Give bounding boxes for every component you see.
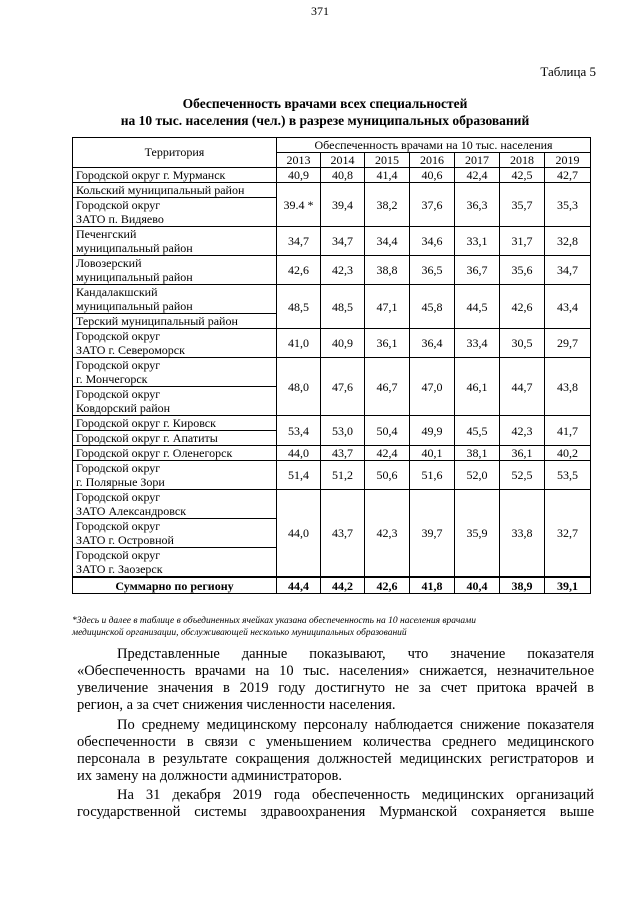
- value-cell: 40,9: [321, 329, 365, 358]
- value-cell: 50,6: [365, 461, 410, 490]
- value-cell: 38,8: [365, 256, 410, 285]
- value-cell: 44,7: [500, 358, 545, 416]
- total-label: Суммарно по региону: [73, 577, 277, 594]
- value-cell: 35,7: [500, 183, 545, 227]
- value-cell: 48,0: [277, 358, 321, 416]
- value-cell: 42,3: [500, 416, 545, 446]
- value-cell: 36,4: [410, 329, 455, 358]
- value-cell: 46,1: [455, 358, 500, 416]
- group-header: Обеспеченность врачами на 10 тыс. населения: [277, 138, 591, 153]
- year-header: 2018: [500, 153, 545, 168]
- value-cell: 38,2: [365, 183, 410, 227]
- value-cell: 38,1: [455, 446, 500, 461]
- territory-cell: Городской округ г. Апатиты: [73, 431, 277, 446]
- territory-cell: Печенгский муниципальный район: [73, 227, 277, 256]
- territory-cell: Городской округ ЗАТО г. Североморск: [73, 329, 277, 358]
- table-row: [73, 285, 591, 314]
- value-cell: 29,7: [545, 329, 591, 358]
- table-title-line: Обеспеченность врачами всех специальностей: [182, 96, 468, 111]
- total-row: [73, 577, 591, 594]
- table-row: [73, 446, 591, 461]
- value-cell: 37,6: [410, 183, 455, 227]
- value-cell: 35,9: [455, 490, 500, 578]
- paragraph-line: персонала в результате сокращения должностей медицинских регистраторов и: [77, 751, 594, 767]
- value-cell: 51,4: [277, 461, 321, 490]
- territory-cell: Городской округ г. Мурманск: [73, 168, 277, 183]
- territory-cell: Кольский муниципальный район: [73, 183, 277, 198]
- territory-cell: Городской округ г. Оленегорск: [73, 446, 277, 461]
- value-cell: 47,6: [321, 358, 365, 416]
- value-cell: 41,4: [365, 168, 410, 183]
- value-cell: 44,0: [277, 446, 321, 461]
- table-row: [73, 416, 591, 431]
- value-cell: 43,8: [545, 358, 591, 416]
- value-cell: 40,8: [321, 168, 365, 183]
- year-header: 2014: [321, 153, 365, 168]
- value-cell: 42,6: [500, 285, 545, 329]
- table-row: [73, 461, 591, 490]
- table-row: [73, 358, 591, 387]
- paragraph-line: обеспеченности в связи с уменьшением количества среднего медицинского: [77, 734, 594, 750]
- value-cell: 45,5: [455, 416, 500, 446]
- table-title-line: на 10 тыс. населения (чел.) в разрезе муниципальных образований: [120, 113, 530, 128]
- paragraph-3: [77, 787, 594, 821]
- territory-cell: Ловозерский муниципальный район: [73, 256, 277, 285]
- value-cell: 34,7: [545, 256, 591, 285]
- table-row: [73, 329, 591, 358]
- paragraph-2: [77, 717, 594, 785]
- value-cell: 40,9: [277, 168, 321, 183]
- header-row-1: [73, 138, 591, 153]
- value-cell: 49,9: [410, 416, 455, 446]
- value-cell: 52,5: [500, 461, 545, 490]
- value-cell: 45,8: [410, 285, 455, 329]
- table-title: [70, 95, 580, 129]
- value-cell: 42,5: [500, 168, 545, 183]
- value-cell: 51,2: [321, 461, 365, 490]
- value-cell: 48,5: [321, 285, 365, 329]
- value-cell: 33,1: [455, 227, 500, 256]
- territory-cell: Городской округ ЗАТО г. Заозерск: [73, 548, 277, 578]
- paragraph-line: «Обеспеченность врачами на 10 тыс. населения» снижается, незначительное: [77, 663, 594, 679]
- footnote: [72, 615, 602, 639]
- value-cell: 42,7: [545, 168, 591, 183]
- value-cell: 39.4 *: [277, 183, 321, 227]
- footnote-line: медицинской организации, обслуживающей несколько муниципальных образований: [72, 628, 407, 638]
- value-cell: 43,7: [321, 490, 365, 578]
- value-cell: 44,0: [277, 490, 321, 578]
- value-cell: 40,1: [410, 446, 455, 461]
- value-cell: 42,4: [455, 168, 500, 183]
- doctor-supply-table: [72, 137, 591, 594]
- value-cell: 47,1: [365, 285, 410, 329]
- year-header: 2015: [365, 153, 410, 168]
- table-row: [73, 256, 591, 285]
- paragraph-1: [77, 646, 594, 714]
- paragraph-line: государственной системы здравоохранения Мурманской сохраняется выше: [77, 804, 594, 820]
- year-header: 2017: [455, 153, 500, 168]
- value-cell: 51,6: [410, 461, 455, 490]
- territory-cell: Кандалакшский муниципальный район: [73, 285, 277, 314]
- page-number: 371: [311, 4, 329, 18]
- value-cell: 30,5: [500, 329, 545, 358]
- territory-cell: Городской округ ЗАТО Александровск: [73, 490, 277, 519]
- value-cell: 32,7: [545, 490, 591, 578]
- territory-cell: Городской округ г. Кировск: [73, 416, 277, 431]
- year-header: 2016: [410, 153, 455, 168]
- value-cell: 34,6: [410, 227, 455, 256]
- value-cell: 36,7: [455, 256, 500, 285]
- value-cell: 40,6: [410, 168, 455, 183]
- value-cell: 31,7: [500, 227, 545, 256]
- value-cell: 34,4: [365, 227, 410, 256]
- footnote-line: *Здесь и далее в таблице в объединенных ячейках указана обеспеченность на 10 населения врачами: [72, 616, 476, 626]
- value-cell: 39,4: [321, 183, 365, 227]
- value-cell: 42,3: [321, 256, 365, 285]
- value-cell: 42,4: [365, 446, 410, 461]
- value-cell: 43,7: [321, 446, 365, 461]
- paragraph-line: На 31 декабря 2019 года обеспеченность медицинских организаций: [117, 787, 594, 803]
- value-cell: 33,4: [455, 329, 500, 358]
- territory-cell: Городской округ ЗАТО п. Видяево: [73, 198, 277, 227]
- territory-header: Территория: [73, 138, 277, 168]
- paragraph-line: регион, а за счет снижения численности населения.: [77, 697, 396, 713]
- value-cell: 43,4: [545, 285, 591, 329]
- value-cell: 32,8: [545, 227, 591, 256]
- value-cell: 52,0: [455, 461, 500, 490]
- value-cell: 44,5: [455, 285, 500, 329]
- table-label: Таблица 5: [540, 64, 596, 79]
- total-value-cell: 41,8: [410, 577, 455, 594]
- value-cell: 53,5: [545, 461, 591, 490]
- territory-cell: Городской округ г. Полярные Зори: [73, 461, 277, 490]
- value-cell: 41,0: [277, 329, 321, 358]
- value-cell: 46,7: [365, 358, 410, 416]
- territory-cell: Городской округ г. Мончегорск: [73, 358, 277, 387]
- value-cell: 42,3: [365, 490, 410, 578]
- value-cell: 39,7: [410, 490, 455, 578]
- value-cell: 33,8: [500, 490, 545, 578]
- paragraph-line: их замену на должности администраторов.: [77, 768, 342, 784]
- total-value-cell: 40,4: [455, 577, 500, 594]
- table-row: [73, 183, 591, 198]
- territory-cell: Городской округ Ковдорский район: [73, 387, 277, 416]
- value-cell: 36,5: [410, 256, 455, 285]
- total-value-cell: 42,6: [365, 577, 410, 594]
- value-cell: 36,1: [500, 446, 545, 461]
- total-value-cell: 44,2: [321, 577, 365, 594]
- paragraph-line: Представленные данные показывают, что значение показателя: [117, 646, 594, 662]
- territory-cell: Городской округ ЗАТО г. Островной: [73, 519, 277, 548]
- value-cell: 34,7: [321, 227, 365, 256]
- value-cell: 47,0: [410, 358, 455, 416]
- year-header: 2019: [545, 153, 591, 168]
- value-cell: 53,0: [321, 416, 365, 446]
- value-cell: 35,6: [500, 256, 545, 285]
- value-cell: 41,7: [545, 416, 591, 446]
- value-cell: 40,2: [545, 446, 591, 461]
- value-cell: 36,1: [365, 329, 410, 358]
- table-row: [73, 168, 591, 183]
- total-value-cell: 38,9: [500, 577, 545, 594]
- total-value-cell: 44,4: [277, 577, 321, 594]
- paragraph-line: увеличение значения в 2019 году достигнуто не за счет притока врачей в: [77, 680, 594, 696]
- total-value-cell: 39,1: [545, 577, 591, 594]
- value-cell: 48,5: [277, 285, 321, 329]
- value-cell: 36,3: [455, 183, 500, 227]
- value-cell: 35,3: [545, 183, 591, 227]
- value-cell: 42,6: [277, 256, 321, 285]
- table-row: [73, 490, 591, 519]
- paragraph-line: По среднему медицинскому персоналу наблюдается снижение показателя: [117, 717, 594, 733]
- territory-cell: Терский муниципальный район: [73, 314, 277, 329]
- value-cell: 50,4: [365, 416, 410, 446]
- year-header: 2013: [277, 153, 321, 168]
- table-row: [73, 227, 591, 256]
- value-cell: 53,4: [277, 416, 321, 446]
- value-cell: 34,7: [277, 227, 321, 256]
